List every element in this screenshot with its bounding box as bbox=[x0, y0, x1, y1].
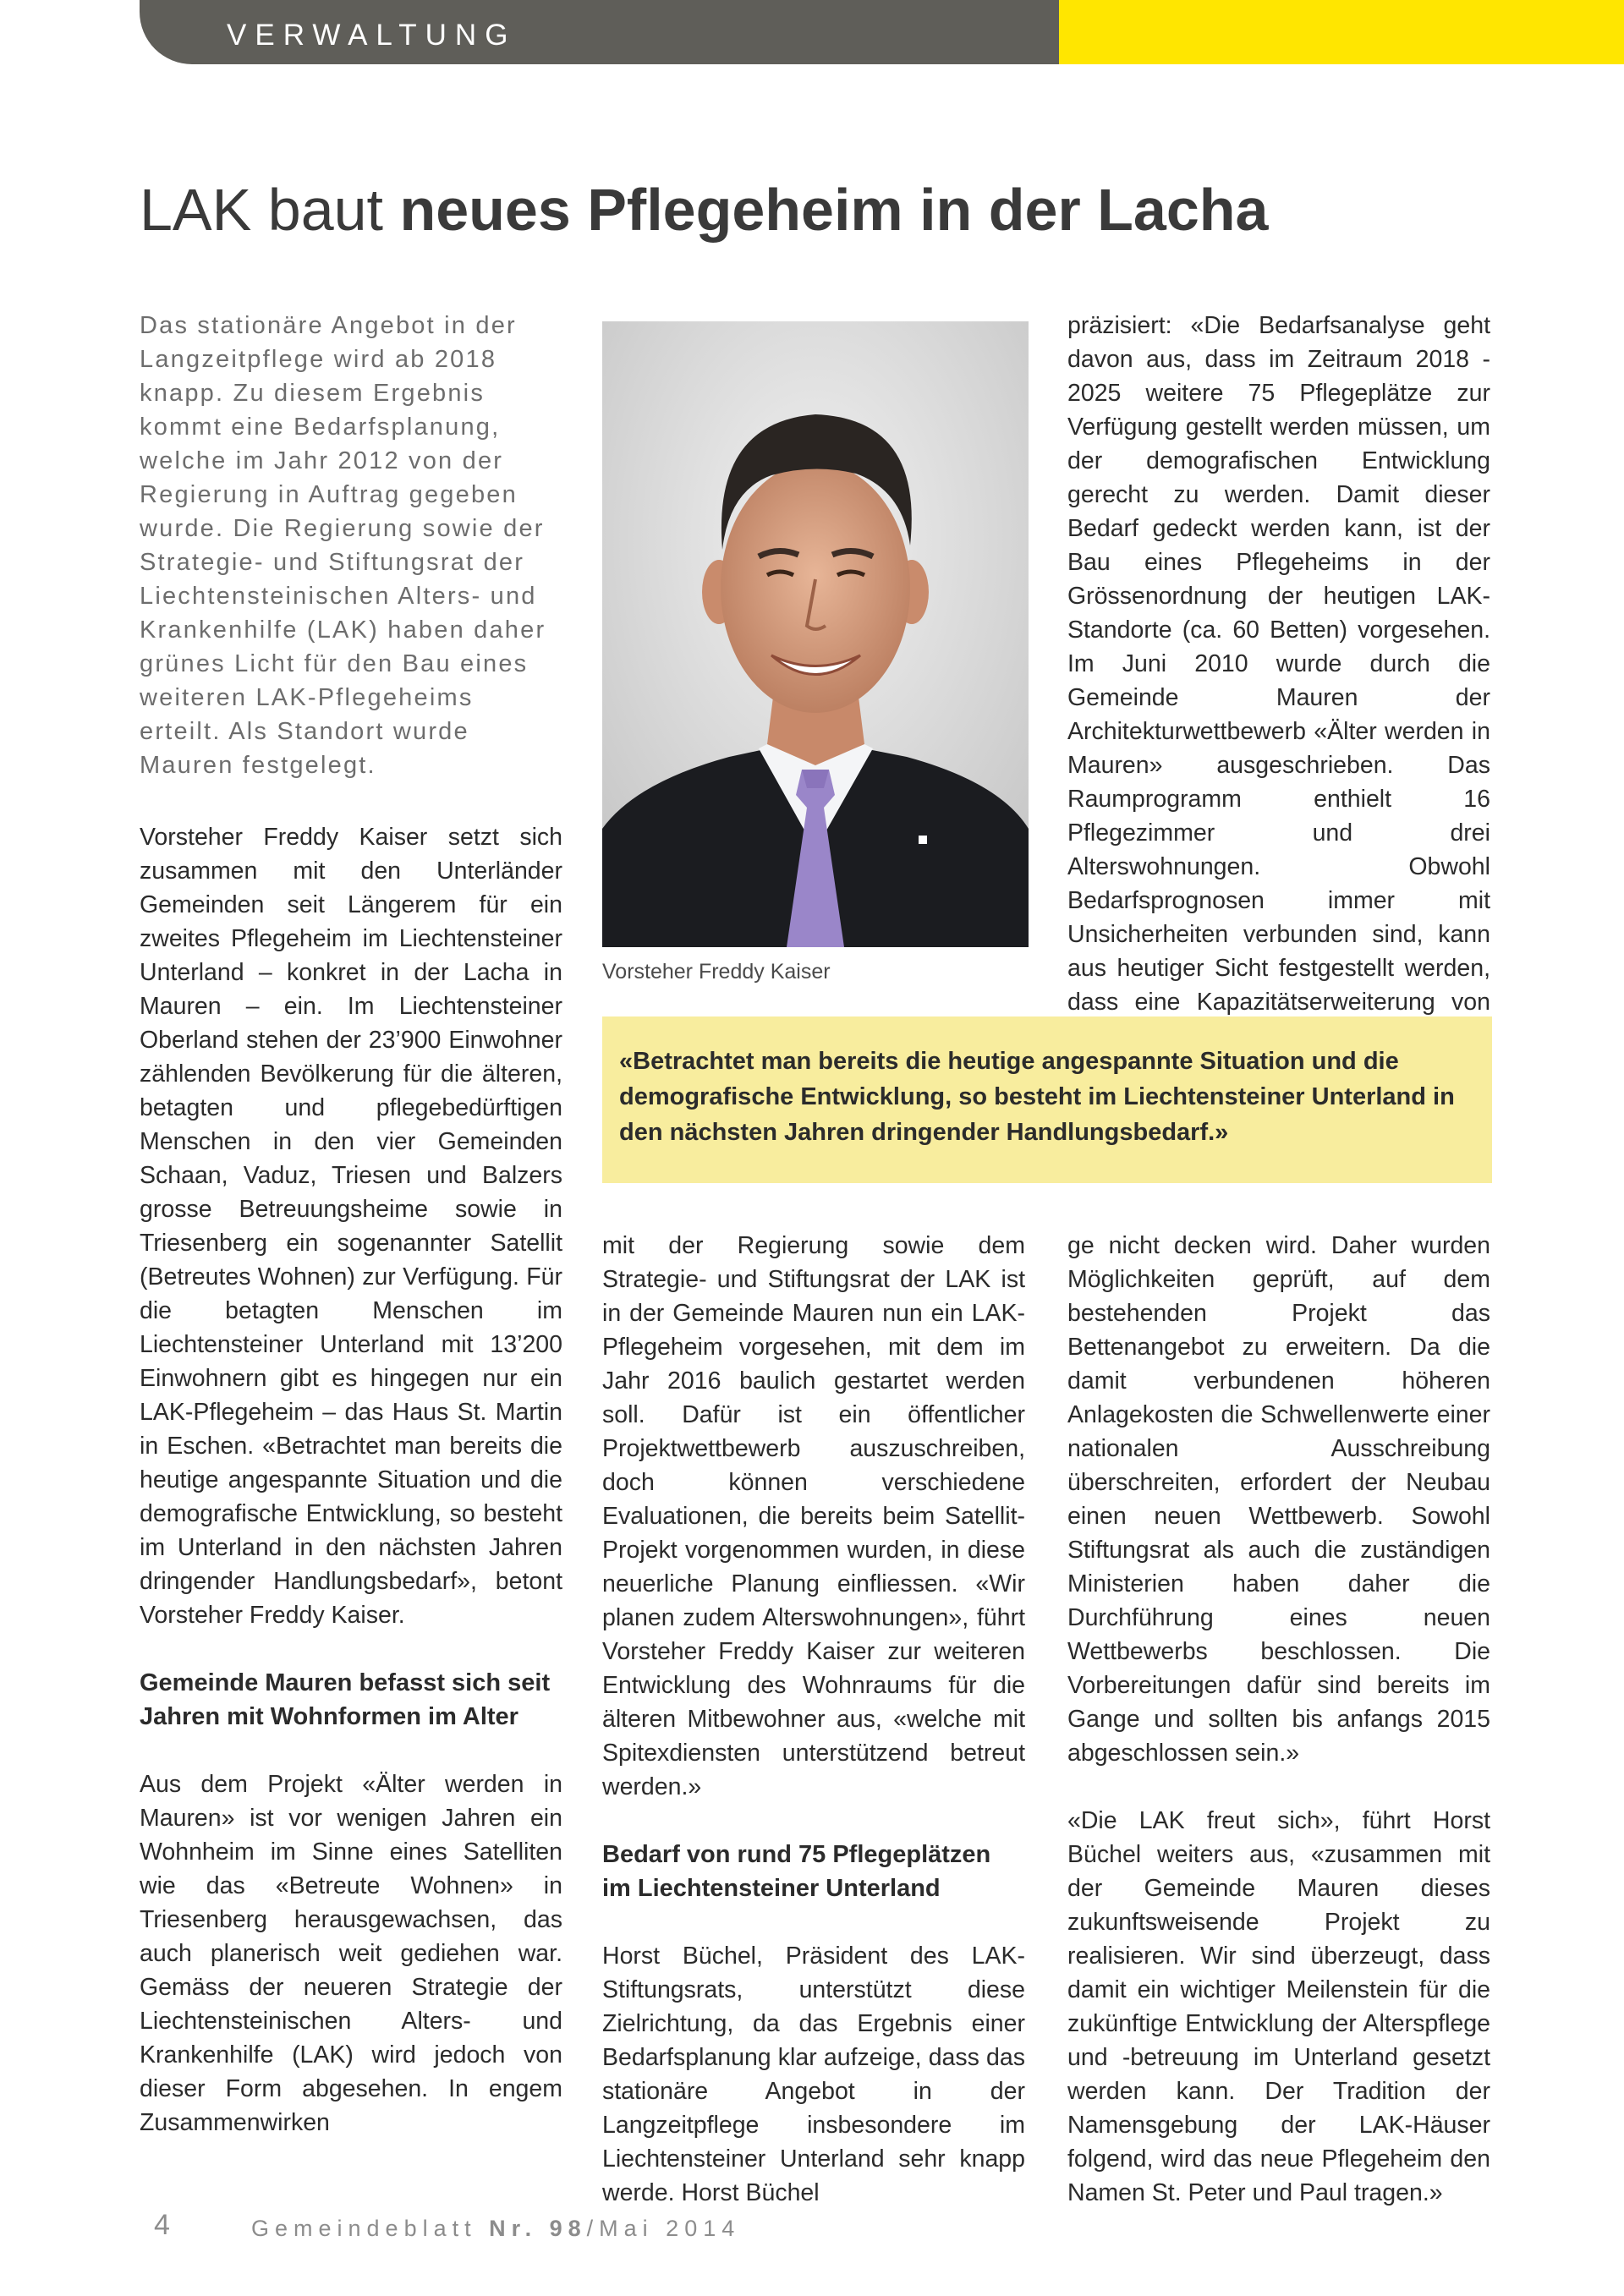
pull-quote-box bbox=[602, 1016, 1492, 1183]
portrait-photo-icon bbox=[602, 321, 1029, 947]
subheading: Gemeinde Mauren befasst sich seit Jahren mit Wohnformen im Alter bbox=[140, 1669, 551, 1730]
page-number: 4 bbox=[154, 2209, 170, 2241]
column-2 bbox=[602, 1229, 1025, 2210]
publication-footer bbox=[251, 2216, 740, 2242]
title-bold: neues Pflegeheim in der Lacha bbox=[399, 177, 1269, 243]
photo-caption: Vorsteher Freddy Kaiser bbox=[602, 960, 831, 984]
accent-bar bbox=[1059, 0, 1624, 64]
portrait-photo bbox=[602, 321, 1029, 947]
lead-paragraph: Das stationäre Angebot in der Langzeitpflege wird ab 2018 knapp. Zu diesem Ergebnis kommt eine Bedarfsplanung, welche im Jahr 2012 von der Regierung in Auftrag gegeben wurde. Die Regierung sowie der Strategie- und Stiftungsrat der Liechtensteinischen Alters- und Krankenhilfe (LAK) haben daher grünes Licht für den Bau eines weiteren LAK-Pflegeheims erteilt. Als Standort wurde Mauren festgelegt. bbox=[140, 312, 546, 779]
issue-number: Nr. 98 bbox=[489, 2216, 587, 2241]
paragraph: mit der Regierung sowie dem Strategie- und Stiftungsrat der LAK ist in der Gemeinde Mauren nun ein LAK-Pflegeheim vorgesehen, mit dem im Jahr 2016 baulich gestartet werden soll. Dafür ist ein öffentlicher Projektwettbewerb auszuschreiben, doch können verschiedene Evaluationen, die bereits beim Satellit-Projekt vorgenommen wurden, in diese neuerliche Planung einfliessen. «Wir planen zudem Alterswohnungen», führt Vorsteher Freddy Kaiser zur weiteren Entwicklung des Wohnraums für die älteren Mitbewohner aus, «welche mit Spitexdiensten unterstützend betreut werden.» bbox=[602, 1232, 1025, 1800]
paragraph: Horst Büchel, Präsident des LAK-Stiftungsrats, unterstützt diese Zielrichtung, da das Ergebnis einer Bedarfsplanung klar aufzeige, dass das stationäre Angebot in der Langzeitpflege insbesondere im Liechtensteiner Unterland sehr knapp werde. Horst Büchel bbox=[602, 1943, 1025, 2206]
issue-date: /Mai 2014 bbox=[586, 2216, 741, 2241]
publication-name: Gemeindeblatt bbox=[251, 2216, 490, 2241]
paragraph: ge nicht decken wird. Daher wurden Möglichkeiten geprüft, auf dem bestehenden Projekt das Bettenangebot zu erweitern. Da die damit verbundenen höheren Anlagekosten die Schwellenwerte einer nationalen Ausschreibung überschreiten, erfordert der Neubau einen neuen Wettbewerb. Sowohl Stiftungsrat als auch die zuständigen Ministerien haben daher die Durchführung eines neuen Wettbewerbs beschlossen. Die Vorbereitungen dafür sind bereits im Gange und sollten bis anfangs 2015 abgeschlossen sein.» bbox=[1067, 1232, 1490, 1767]
column-3-bottom bbox=[1067, 1229, 1490, 2210]
column-3-top bbox=[1067, 309, 1490, 1053]
title-light: LAK baut bbox=[140, 177, 400, 243]
article-title bbox=[140, 176, 1268, 244]
subheading: Bedarf von rund 75 Pflegeplätzen im Liechtensteiner Unterland bbox=[602, 1841, 991, 1902]
paragraph: präzisiert: «Die Bedarfsanalyse geht davon aus, dass im Zeitraum 2018 - 2025 weitere 75 Pflegeplätze zur Verfügung gestellt werden müssen, um der demografischen Entwicklung gerecht zu werden. Damit dieser Bedarf gedeckt werden kann, ist der Bau eines Pflegeheims in der Grössenordnung der heutigen LAK-Standorte (ca. 60 Betten) vorgesehen. Im Juni 2010 wurde durch die Gemeinde Mauren der Architekturwettbewerb «Älter werden in Mauren» ausgeschrieben. Das Raumprogramm enthielt 16 Pflegezimmer und drei Alterswohnungen. Obwohl Bedarfsprognosen immer mit Unsicherheiten verbunden sind, kann aus heutiger Sicht festgestellt werden, dass eine Kapazitätserweiterung von bbox=[1067, 312, 1490, 1016]
pull-quote: «Betrachtet man bereits die heutige angespannte Situation und die demografische Entwicklung, so besteht im Liechtensteiner Unterland in den nächsten Jahren dringender Handlungsbedarf.» bbox=[619, 1048, 1455, 1146]
column-1 bbox=[140, 820, 562, 2140]
paragraph: Aus dem Projekt «Älter werden in Mauren» ist vor wenigen Jahren ein Wohnheim im Sinne eines Satelliten wie das «Betreute Wohnen» in Triesenberg herausgewachsen, das auch planerisch weit gediehen war. Gemäss der neueren Strategie der Liechtensteinischen Alters- und Krankenhilfe (LAK) wird jedoch von dieser Form abgesehen. In engem Zusammenwirken bbox=[140, 1771, 562, 2136]
paragraph: Vorsteher Freddy Kaiser setzt sich zusammen mit den Unterländer Gemeinden seit Längerem für ein zweites Pflegeheim im Liechtensteiner Unterland – konkret in der Lacha in Mauren – ein. Im Liechtensteiner Oberland stehen der 23’900 Einwohner zählenden Bevölkerung für die älteren, betagten und pflegebedürftigen Menschen in den vier Gemeinden Schaan, Vaduz, Triesen und Balzers grosse Betreuungsheime sowie in Triesenberg ein sogenannter Satellit (Betreutes Wohnen) zur Verfügung. Für die betagten Menschen im Liechtensteiner Unterland mit 13’200 Einwohnern gibt es hingegen nur ein LAK-Pflegeheim – das Haus St. Martin in Eschen. «Betrachtet man bereits die heutige angespannte Situation und die demografische Entwicklung, so besteht im Unterland in den nächsten Jahren dringender Handlungsbedarf», betont Vorsteher Freddy Kaiser. bbox=[140, 824, 562, 1629]
section-label: VERWALTUNG bbox=[227, 19, 517, 52]
paragraph: «Die LAK freut sich», führt Horst Büchel weiters aus, «zusammen mit der Gemeinde Mauren dieses zukunftsweisende Projekt zu realisieren. Wir sind überzeugt, dass damit ein wichtiger Meilenstein für die zukünftige Entwicklung der Alterspflege und -betreuung im Unterland gesetzt werden kann. Der Tradition der Namensgebung der LAK-Häuser folgend, wird das neue Pflegeheim den Namen St. Peter und Paul tragen.» bbox=[1067, 1807, 1490, 2206]
